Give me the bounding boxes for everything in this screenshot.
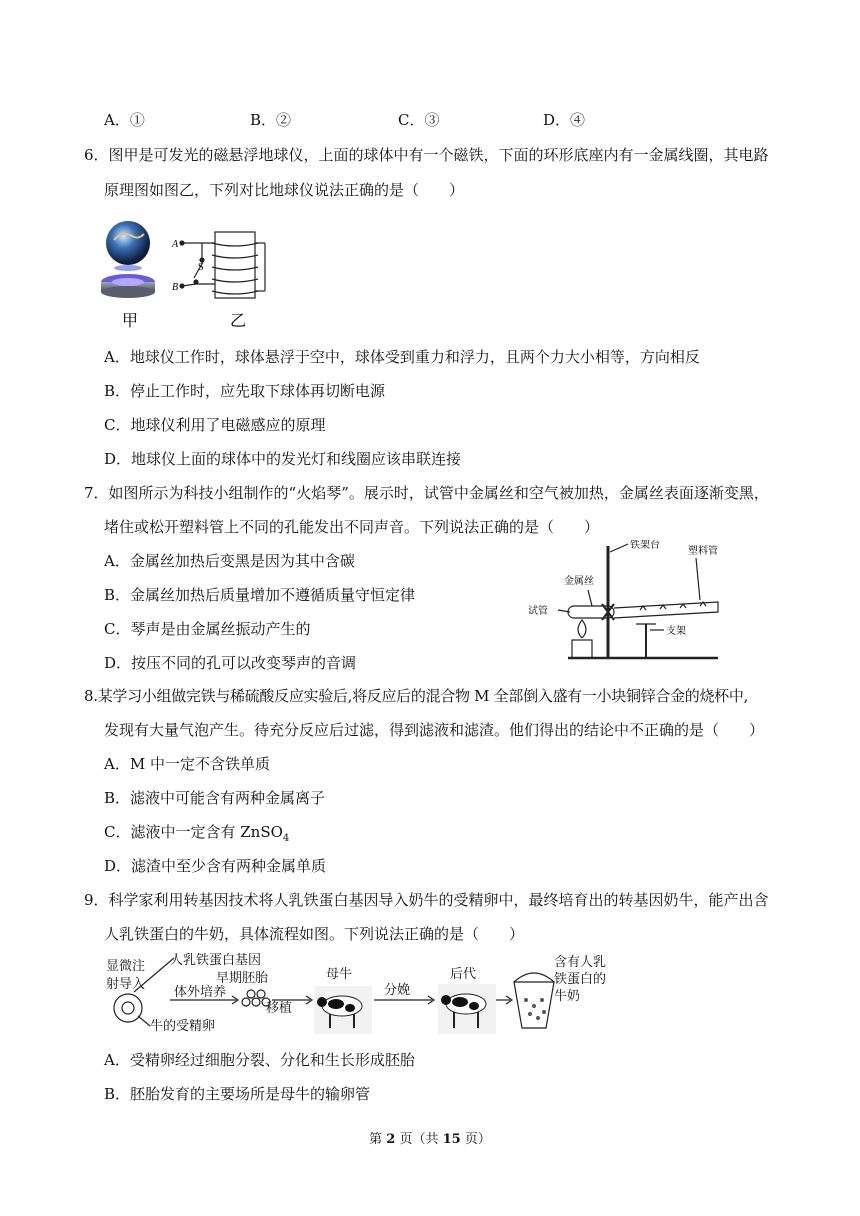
q8-option-d: D．滤渣中至少含有两种金属单质: [104, 857, 327, 875]
flow-milk-2: 铁蛋白的: [554, 972, 607, 987]
page-footer: [0, 1128, 860, 1147]
q7-option-d: D．按压不同的孔可以改变琴声的音调: [104, 654, 357, 672]
q6-stem-line1: 6．图甲是可发光的磁悬浮地球仪，上面的球体中有一个磁铁，下面的环形底座内有一金属线圈，其电路: [84, 146, 769, 164]
label-test-tube: 试管: [528, 606, 548, 617]
flow-culture: 体外培养: [174, 985, 227, 1000]
q7-figure: [528, 540, 760, 664]
circuit-label-s: S: [198, 262, 204, 273]
circuit-label-a: A: [172, 239, 179, 250]
flow-inject-2: 射导入: [106, 977, 146, 992]
q7-option-b: B．金属丝加热后质量增加不遵循质量守恒定律: [104, 586, 416, 604]
q9-flow-figure: [104, 950, 614, 1036]
footer-page-number: 2: [386, 1132, 396, 1147]
flow-milk-3: 牛奶: [554, 989, 581, 1004]
q8-option-c-text: C．滤液中一定含有 ZnSO: [104, 823, 283, 841]
flow-inject-1: 显微注: [106, 959, 146, 974]
egg-icon: [114, 994, 142, 1022]
q6-option-d: D．地球仪上面的球体中的发光灯和线圈应该串联连接: [104, 450, 462, 468]
footer-suffix: 页）: [460, 1132, 491, 1147]
label-wire: 金属丝: [564, 576, 594, 587]
flow-offspring: 后代: [450, 967, 477, 982]
q9-option-a: A．受精卵经过细胞分裂、分化和生长形成胚胎: [104, 1051, 415, 1069]
q5-option-b: B．②: [250, 111, 292, 129]
globe-icon: [106, 221, 150, 271]
q6-figure: [100, 210, 280, 335]
plastic-tube-icon: [614, 602, 718, 618]
flow-gene: 人乳铁蛋白基因: [170, 953, 262, 968]
flow-transplant: 移植: [266, 1001, 293, 1016]
burner-icon: [572, 640, 592, 658]
q6-option-b: B．停止工作时，应先取下球体再切断电源: [104, 382, 386, 400]
q5-option-a: A．①: [104, 111, 145, 129]
q7-stem-line2: 堵住或松开塑料管上不同的孔能发出不同声音。下列说法正确的是（ ）: [104, 518, 600, 536]
milk-dots: [524, 998, 546, 1020]
base-icon: [101, 274, 155, 298]
q9-stem-line2: 人乳铁蛋白的牛奶，具体流程如图。下列说法正确的是（ ）: [104, 925, 525, 943]
figure-label-yi: 乙: [230, 311, 247, 330]
flow-birth: 分娩: [384, 983, 411, 998]
flow-mother: 母牛: [326, 967, 353, 982]
flow-egg: 牛的受精卵: [150, 1019, 216, 1034]
subscript: 4: [282, 833, 290, 844]
q5-option-c: C．③: [398, 111, 440, 129]
q7-option-a: A．金属丝加热后变黑是因为其中含碳: [104, 552, 355, 570]
offspring-cow-icon: [438, 984, 496, 1034]
q6-stem-line2: 原理图如图乙，下列对比地球仪说法正确的是（ ）: [104, 181, 465, 199]
figure-label-jia: 甲: [122, 311, 139, 330]
q8-option-a: A．M 中一定不含铁单质: [104, 755, 270, 773]
footer-prefix: 第: [369, 1132, 387, 1147]
q5-option-d: D．④: [543, 111, 586, 129]
footer-mid: 页（共: [395, 1132, 443, 1147]
q6-option-a: A．地球仪工作时，球体悬浮于空中，球体受到重力和浮力，且两个力大小相等，方向相反: [104, 348, 700, 366]
q7-option-c: C．琴声是由金属丝振动产生的: [104, 620, 311, 638]
flow-embryo: 早期胚胎: [216, 971, 269, 986]
q9-stem-line1: 9．科学家利用转基因技术将人乳铁蛋白基因导入奶牛的受精卵中，最终培育出的转基因奶牛，能产出含: [84, 891, 769, 909]
label-plastic-tube: 塑料管: [688, 546, 718, 557]
circuit-label-b: B: [172, 282, 179, 293]
circuit-diagram: [180, 232, 265, 298]
label-stand: 铁架台: [630, 540, 660, 551]
q7-stem-line1: 7．如图所示为科技小组制作的“火焰琴”。展示时，试管中金属丝和空气被加热，金属丝表面逐渐变黑，: [84, 484, 769, 502]
flow-milk-1: 含有人乳: [554, 955, 607, 970]
q8-option-c: [104, 822, 289, 849]
q8-stem-line1: 8.某学习小组做完铁与稀硫酸反应实验后,将反应后的混合物 M 全部倒入盛有一小块铜锌合金的烧杯中,: [84, 687, 749, 705]
footer-total-pages: 15: [442, 1132, 461, 1147]
mother-cow-icon: [314, 986, 372, 1034]
flame-icon: [578, 620, 586, 638]
label-support: 支架: [666, 626, 686, 637]
q9-option-b: B．胚胎发育的主要场所是母牛的输卵管: [104, 1085, 371, 1103]
q6-option-c: C．地球仪利用了电磁感应的原理: [104, 416, 326, 434]
q8-option-b: B．滤液中可能含有两种金属离子: [104, 789, 326, 807]
q8-stem-line2: 发现有大量气泡产生。待充分反应后过滤，得到滤液和滤渣。他们得出的结论中不正确的是（ ）: [104, 721, 765, 739]
